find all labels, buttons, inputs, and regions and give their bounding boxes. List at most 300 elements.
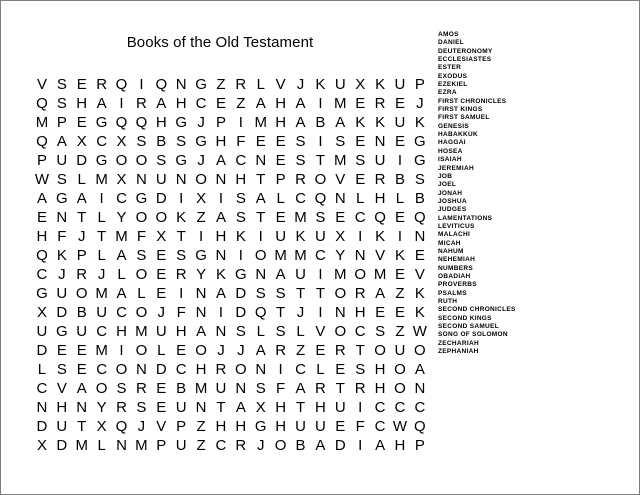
grid-letter: H <box>76 95 88 112</box>
grid-letter: G <box>95 152 108 169</box>
grid-row <box>32 151 430 170</box>
grid-letter: O <box>414 342 426 359</box>
grid-letter: A <box>36 190 47 207</box>
grid-letter: E <box>414 247 425 264</box>
grid-letter: Q <box>135 114 148 131</box>
grid-letter: P <box>36 152 47 169</box>
grid-letter: V <box>315 323 326 340</box>
grid-letter: E <box>335 209 346 226</box>
grid-letter: M <box>294 247 307 264</box>
grid-letter: R <box>374 95 386 112</box>
grid-letter: E <box>76 114 87 131</box>
grid-letter: Q <box>115 76 128 93</box>
grid-letter: I <box>238 114 243 131</box>
grid-letter: P <box>56 114 67 131</box>
grid-letter: D <box>76 152 88 169</box>
grid-letter: S <box>156 152 167 169</box>
grid-letter: E <box>394 209 405 226</box>
word-list-item: OBADIAH <box>438 272 471 280</box>
grid-letter: Q <box>155 76 168 93</box>
grid-letter: I <box>99 190 104 207</box>
word-list-item: ECCLESIASTES <box>438 56 492 64</box>
grid-letter: H <box>215 418 227 435</box>
grid-letter: E <box>355 171 366 188</box>
grid-letter: X <box>36 304 47 321</box>
grid-row <box>32 246 430 265</box>
word-list-item: HOSEA <box>438 147 463 155</box>
grid-letter: G <box>56 190 68 207</box>
grid-letter: C <box>314 247 326 264</box>
grid-letter: S <box>315 209 326 226</box>
grid-letter: T <box>315 285 325 302</box>
grid-letter: Q <box>414 209 426 226</box>
grid-letter: G <box>175 114 188 131</box>
grid-letter: R <box>295 171 306 188</box>
grid-letter: F <box>236 133 246 150</box>
grid-letter: A <box>295 95 306 112</box>
grid-letter: K <box>375 76 386 93</box>
grid-letter: J <box>137 418 146 435</box>
grid-letter: I <box>119 342 124 359</box>
grid-letter: I <box>397 152 403 169</box>
grid-letter: P <box>215 114 226 131</box>
grid-letter: T <box>335 380 345 397</box>
grid-letter: S <box>116 380 127 397</box>
grid-letter: L <box>117 266 126 283</box>
grid-letter: I <box>397 228 403 245</box>
grid-letter: X <box>116 171 127 188</box>
grid-letter: L <box>97 209 106 226</box>
grid-letter: P <box>176 418 187 435</box>
grid-letter: M <box>334 152 347 169</box>
grid-letter: C <box>96 361 108 378</box>
grid-letter: E <box>156 285 167 302</box>
grid-row <box>32 94 430 113</box>
grid-letter: X <box>255 399 266 416</box>
grid-letter: J <box>58 266 66 283</box>
grid-letter: R <box>215 361 227 378</box>
grid-letter: T <box>77 209 87 226</box>
grid-letter: Z <box>395 323 405 340</box>
grid-letter: Z <box>216 76 226 93</box>
grid-letter: V <box>56 380 67 397</box>
grid-letter: S <box>56 95 67 112</box>
grid-letter: N <box>76 399 88 416</box>
grid-letter: U <box>295 266 306 283</box>
grid-letter: K <box>235 228 246 245</box>
grid-letter: O <box>394 361 406 378</box>
grid-row <box>32 208 430 227</box>
word-list-item: NEHEMIAH <box>438 256 476 264</box>
grid-letter: T <box>176 228 186 245</box>
word-list-item: HABAKKUK <box>438 131 478 139</box>
word-list-item: MALACHI <box>438 231 471 239</box>
grid-letter: P <box>156 437 167 454</box>
grid-letter: S <box>176 247 187 264</box>
grid-letter: D <box>36 342 48 359</box>
grid-letter: S <box>136 247 147 264</box>
grid-letter: X <box>156 228 167 245</box>
grid-letter: F <box>276 380 286 397</box>
grid-letter: Q <box>36 133 48 150</box>
grid-letter: A <box>235 399 246 416</box>
grid-letter: N <box>414 380 426 397</box>
grid-letter: N <box>195 399 207 416</box>
grid-letter: X <box>36 437 47 454</box>
grid-letter: N <box>56 209 68 226</box>
grid-letter: D <box>235 304 247 321</box>
grid-letter: B <box>156 133 167 150</box>
grid-letter: N <box>235 380 247 397</box>
grid-letter: A <box>215 152 226 169</box>
grid-row <box>32 322 430 341</box>
grid-letter: C <box>414 399 426 416</box>
grid-letter: U <box>394 342 406 359</box>
grid-letter: T <box>355 342 365 359</box>
grid-letter: K <box>394 247 405 264</box>
grid-letter: C <box>36 266 48 283</box>
grid-letter: O <box>115 152 128 169</box>
grid-letter: K <box>355 114 366 131</box>
grid-letter: V <box>414 266 425 283</box>
grid-row <box>32 360 430 379</box>
grid-letter: I <box>218 190 224 207</box>
grid-letter: U <box>76 323 88 340</box>
grid-letter: U <box>155 323 167 340</box>
grid-letter: E <box>156 380 167 397</box>
grid-letter: D <box>56 437 68 454</box>
grid-letter: L <box>316 361 325 378</box>
grid-letter: E <box>156 399 167 416</box>
grid-letter: S <box>355 152 366 169</box>
word-list-item: JOEL <box>438 181 457 189</box>
grid-letter: O <box>135 266 148 283</box>
grid-letter: N <box>175 76 187 93</box>
grid-letter: O <box>135 209 148 226</box>
grid-letter: C <box>96 133 108 150</box>
grid-letter: H <box>374 361 386 378</box>
grid-letter: N <box>135 171 147 188</box>
grid-letter: S <box>375 323 386 340</box>
grid-letter: U <box>394 76 406 93</box>
grid-letter: A <box>116 285 127 302</box>
grid-letter: U <box>295 418 306 435</box>
grid-letter: I <box>358 437 363 454</box>
grid-letter: J <box>296 76 305 93</box>
grid-letter: G <box>254 418 267 435</box>
grid-letter: R <box>235 76 247 93</box>
grid-letter: T <box>295 399 306 416</box>
grid-letter: S <box>255 285 266 302</box>
grid-letter: I <box>119 95 124 112</box>
word-list-item: JEREMIAH <box>438 164 474 172</box>
grid-letter: T <box>216 399 226 416</box>
grid-letter: A <box>295 380 306 397</box>
grid-letter: R <box>275 342 287 359</box>
grid-letter: A <box>156 95 167 112</box>
grid-letter: A <box>215 209 226 226</box>
grid-letter: R <box>354 380 366 397</box>
grid-letter: D <box>56 304 68 321</box>
grid-letter: H <box>275 399 287 416</box>
grid-letter: C <box>354 209 366 226</box>
grid-letter: H <box>275 418 287 435</box>
grid-letter: E <box>275 209 286 226</box>
grid-letter: A <box>196 323 207 340</box>
grid-letter: H <box>116 323 127 340</box>
grid-letter: Q <box>36 247 48 264</box>
grid-letter: E <box>275 133 286 150</box>
grid-letter: I <box>278 361 283 378</box>
grid-letter: E <box>76 342 87 359</box>
grid-letter: A <box>255 342 266 359</box>
grid-letter: R <box>314 380 326 397</box>
grid-letter: R <box>235 437 247 454</box>
grid-letter: Z <box>196 209 206 226</box>
word-list-item: PROVERBS <box>438 281 477 289</box>
grid-letter: H <box>56 399 68 416</box>
word-list-item: MICAH <box>438 239 461 247</box>
grid-letter: W <box>392 418 408 435</box>
grid-letter: S <box>255 380 266 397</box>
word-list-item: DANIEL <box>438 39 464 47</box>
grid-letter: Q <box>374 209 386 226</box>
grid-letter: Q <box>115 114 128 131</box>
grid-letter: M <box>194 380 208 397</box>
grid-letter: Z <box>196 418 206 435</box>
grid-letter: B <box>76 304 87 321</box>
grid-letter: D <box>235 285 247 302</box>
grid-letter: I <box>318 95 323 112</box>
word-list-item: SONG OF SOLOMON <box>438 331 508 339</box>
grid-letter: N <box>195 304 207 321</box>
grid-letter: O <box>394 380 406 397</box>
grid-letter: B <box>315 114 326 131</box>
grid-letter: E <box>36 209 47 226</box>
grid-letter: C <box>175 361 187 378</box>
grid-row <box>32 379 430 398</box>
grid-letter: L <box>137 285 146 302</box>
grid-letter: Q <box>414 418 426 435</box>
word-list-item: DEUTERONOMY <box>438 47 493 55</box>
grid-letter: E <box>156 247 167 264</box>
grid-letter: G <box>195 247 207 264</box>
grid-letter: J <box>296 304 305 321</box>
grid-letter: S <box>414 171 425 188</box>
grid-letter: U <box>314 228 326 245</box>
grid-letter: M <box>95 342 108 359</box>
grid-letter: H <box>235 418 247 435</box>
grid-letter: K <box>176 209 187 226</box>
grid-letter: O <box>135 304 148 321</box>
grid-letter: N <box>116 437 127 454</box>
grid-letter: I <box>318 304 323 321</box>
grid-letter: N <box>175 171 187 188</box>
word-list-item: EZRA <box>438 89 457 97</box>
grid-letter: S <box>56 361 67 378</box>
grid-letter: G <box>414 133 426 150</box>
grid-letter: N <box>215 247 227 264</box>
grid-letter: O <box>235 361 247 378</box>
grid-letter: W <box>412 323 427 340</box>
grid-letter: C <box>36 380 48 397</box>
grid-letter: C <box>235 152 247 169</box>
grid-row <box>32 398 430 417</box>
grid-letter: F <box>176 304 186 321</box>
grid-row <box>32 417 430 436</box>
grid-letter: S <box>275 323 286 340</box>
grid-letter: F <box>355 418 365 435</box>
grid-letter: I <box>139 76 144 93</box>
grid-letter: G <box>195 133 207 150</box>
grid-letter: X <box>335 228 346 245</box>
grid-letter: E <box>375 304 386 321</box>
grid-letter: O <box>195 342 207 359</box>
grid-letter: O <box>135 342 148 359</box>
grid-letter: S <box>56 171 67 188</box>
grid-letter: T <box>315 152 325 169</box>
grid-row <box>32 265 430 284</box>
word-list-item: RUTH <box>438 298 458 305</box>
grid-letter: K <box>375 114 386 131</box>
grid-letter: X <box>76 133 87 150</box>
grid-letter: Y <box>116 209 127 226</box>
grid-letter: P <box>414 76 425 93</box>
grid-letter: O <box>314 171 327 188</box>
grid-letter: H <box>394 437 406 454</box>
grid-letter: O <box>374 342 386 359</box>
grid-letter: M <box>373 266 387 283</box>
grid-letter: D <box>334 437 346 454</box>
word-list-item: FIRST SAMUEL <box>438 114 490 122</box>
grid-letter: N <box>195 285 207 302</box>
grid-row <box>32 341 430 360</box>
grid-letter: B <box>295 437 306 454</box>
grid-letter: S <box>335 133 346 150</box>
grid-letter: T <box>256 171 266 188</box>
grid-letter: X <box>196 190 207 207</box>
grid-letter: L <box>97 437 106 454</box>
letter-grid <box>32 75 430 455</box>
word-list-item: JONAH <box>438 189 463 197</box>
grid-letter: C <box>116 304 127 321</box>
word-list-item: JOB <box>438 172 453 180</box>
grid-letter: Q <box>314 190 327 207</box>
grid-letter: U <box>275 228 287 245</box>
grid-letter: M <box>334 266 347 283</box>
grid-letter: S <box>295 133 306 150</box>
grid-letter: C <box>215 437 227 454</box>
grid-letter: D <box>155 190 167 207</box>
grid-letter: A <box>56 133 67 150</box>
grid-letter: Z <box>395 285 405 302</box>
grid-letter: M <box>334 95 347 112</box>
grid-letter: G <box>175 152 188 169</box>
grid-letter: I <box>358 228 363 245</box>
grid-letter: A <box>375 437 386 454</box>
grid-letter: U <box>36 323 48 340</box>
grid-letter: C <box>295 361 306 378</box>
word-list-item: SECOND CHRONICLES <box>438 306 516 314</box>
grid-letter: I <box>218 304 224 321</box>
grid-letter: A <box>315 437 326 454</box>
grid-letter: K <box>215 266 226 283</box>
grid-letter: B <box>394 171 405 188</box>
grid-letter: M <box>254 114 267 131</box>
word-list-item: EZEKIEL <box>438 81 468 89</box>
grid-row <box>32 75 430 94</box>
grid-letter: E <box>215 95 226 112</box>
grid-letter: O <box>334 323 347 340</box>
grid-letter: G <box>56 323 68 340</box>
grid-letter: J <box>217 342 225 359</box>
word-list-item: ZEPHANIAH <box>438 348 479 356</box>
grid-letter: U <box>56 418 68 435</box>
grid-letter: G <box>135 190 148 207</box>
grid-letter: B <box>414 190 425 207</box>
grid-letter: Q <box>36 95 48 112</box>
grid-letter: C <box>295 190 306 207</box>
grid-letter: O <box>115 361 128 378</box>
grid-letter: H <box>314 399 326 416</box>
grid-letter: E <box>56 342 67 359</box>
grid-letter: I <box>179 285 184 302</box>
grid-letter: C <box>374 399 386 416</box>
grid-letter: P <box>414 437 425 454</box>
grid-row <box>32 303 430 322</box>
grid-letter: M <box>35 114 49 131</box>
grid-letter: M <box>95 285 108 302</box>
word-list-item: AMOS <box>438 31 459 38</box>
grid-letter: O <box>75 285 88 302</box>
grid-letter: K <box>56 247 67 264</box>
grid-letter: C <box>374 418 386 435</box>
grid-letter: W <box>34 171 50 188</box>
grid-letter: Y <box>196 266 207 283</box>
grid-letter: H <box>354 304 366 321</box>
grid-letter: H <box>175 95 187 112</box>
word-list-item: EXODUS <box>438 72 468 80</box>
grid-letter: A <box>76 380 87 397</box>
grid-letter: U <box>334 76 346 93</box>
word-list-item: JOSHUA <box>438 197 467 205</box>
grid-letter: C <box>354 323 366 340</box>
grid-letter: K <box>375 228 386 245</box>
grid-letter: X <box>116 133 127 150</box>
grid-letter: G <box>95 114 108 131</box>
word-list-item: SECOND KINGS <box>438 314 492 322</box>
grid-letter: L <box>356 190 365 207</box>
puzzle-title: Books of the Old Testament <box>126 34 314 51</box>
grid-row <box>32 436 430 455</box>
grid-letter: U <box>314 418 326 435</box>
grid-letter: O <box>274 437 287 454</box>
grid-letter: M <box>95 171 108 188</box>
grid-letter: R <box>135 95 147 112</box>
grid-letter: N <box>334 304 346 321</box>
grid-letter: E <box>355 133 366 150</box>
word-list <box>438 31 516 356</box>
grid-letter: U <box>175 399 187 416</box>
grid-letter: U <box>215 380 227 397</box>
grid-letter: O <box>254 247 267 264</box>
grid-letter: E <box>394 95 405 112</box>
grid-letter: I <box>318 133 323 150</box>
grid-letter: F <box>57 228 67 245</box>
grid-letter: D <box>36 418 48 435</box>
grid-letter: D <box>155 361 167 378</box>
grid-letter: S <box>355 361 366 378</box>
